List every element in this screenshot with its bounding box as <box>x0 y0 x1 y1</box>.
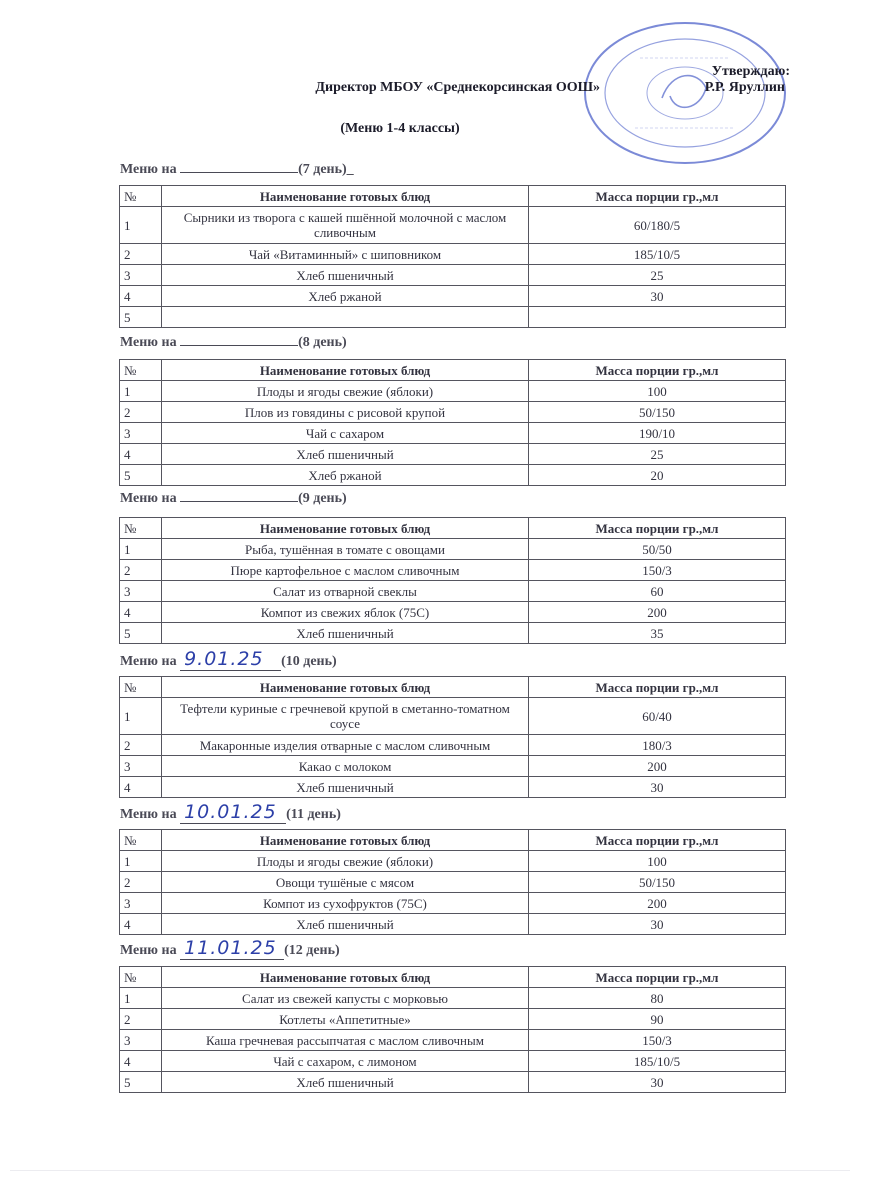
cell-mass: 190/10 <box>529 423 786 444</box>
cell-mass: 50/150 <box>529 872 786 893</box>
table-row <box>120 851 786 872</box>
cell-dish: Чай «Витаминный» с шиповником <box>162 244 529 265</box>
cell-dish: Компот из сухофруктов (75С) <box>162 893 529 914</box>
cell-num: 2 <box>120 244 162 265</box>
cell-dish: Хлеб пшеничный <box>162 777 529 798</box>
cell-mass: 100 <box>529 851 786 872</box>
cell-dish: Салат из отварной свеклы <box>162 581 529 602</box>
table-row <box>120 872 786 893</box>
column-header-dish: Наименование готовых блюд <box>162 186 529 207</box>
cell-num: 3 <box>120 1030 162 1051</box>
menu-date-label <box>120 937 340 960</box>
cell-dish: Плоды и ягоды свежие (яблоки) <box>162 851 529 872</box>
menu-prefix: Меню на <box>120 335 181 350</box>
column-header-dish: Наименование готовых блюд <box>162 518 529 539</box>
column-header-dish: Наименование готовых блюд <box>162 967 529 988</box>
table-row <box>120 698 786 735</box>
cell-num: 1 <box>120 539 162 560</box>
menu-date-label <box>120 801 341 824</box>
menu-day-number: (9 день) <box>298 491 347 506</box>
column-header-mass: Масса порции гр.,мл <box>529 830 786 851</box>
table-row <box>120 756 786 777</box>
cell-mass: 50/150 <box>529 402 786 423</box>
menu-date-label <box>120 158 354 178</box>
table-row <box>120 581 786 602</box>
approve-label: Утверждаю: <box>711 64 790 79</box>
cell-mass: 30 <box>529 1072 786 1093</box>
scan-edge <box>10 1170 850 1171</box>
table-row <box>120 735 786 756</box>
table-row <box>120 244 786 265</box>
cell-mass: 30 <box>529 777 786 798</box>
column-header-dish: Наименование готовых блюд <box>162 677 529 698</box>
cell-mass: 20 <box>529 465 786 486</box>
cell-dish: Пюре картофельное с маслом сливочным <box>162 560 529 581</box>
table-row <box>120 1051 786 1072</box>
menu-prefix: Меню на <box>120 162 181 177</box>
approval-block <box>690 62 790 81</box>
column-header-num: № <box>120 186 162 207</box>
menu-date-label <box>120 331 347 351</box>
table-header-row <box>120 186 786 207</box>
cell-dish: Хлеб пшеничный <box>162 914 529 935</box>
column-header-num: № <box>120 360 162 381</box>
menu-table <box>119 676 786 798</box>
column-header-num: № <box>120 830 162 851</box>
menu-date-field: 11.01.25 <box>180 937 284 960</box>
table-row <box>120 602 786 623</box>
director-line: Директор МБОУ «Среднекорсинская ООШ» <box>315 80 600 95</box>
cell-num: 1 <box>120 988 162 1009</box>
menu-date-field <box>180 487 298 502</box>
cell-mass: 50/50 <box>529 539 786 560</box>
menu-day-number: (8 день) <box>298 335 347 350</box>
menu-date-field <box>180 158 298 173</box>
cell-num: 3 <box>120 893 162 914</box>
cell-dish: Котлеты «Аппетитные» <box>162 1009 529 1030</box>
table-row <box>120 381 786 402</box>
cell-num: 2 <box>120 1009 162 1030</box>
cell-mass: 60/180/5 <box>529 207 786 244</box>
cell-mass: 150/3 <box>529 560 786 581</box>
cell-mass: 185/10/5 <box>529 244 786 265</box>
cell-num: 5 <box>120 465 162 486</box>
table-row <box>120 777 786 798</box>
table-row <box>120 1072 786 1093</box>
menu-prefix: Меню на <box>120 491 181 506</box>
cell-mass: 150/3 <box>529 1030 786 1051</box>
cell-dish: Чай с сахаром, с лимоном <box>162 1051 529 1072</box>
cell-dish: Хлеб пшеничный <box>162 623 529 644</box>
cell-dish: Каша гречневая рассыпчатая с маслом сливочным <box>162 1030 529 1051</box>
table-row <box>120 423 786 444</box>
cell-mass: 35 <box>529 623 786 644</box>
cell-dish: Плоды и ягоды свежие (яблоки) <box>162 381 529 402</box>
cell-num: 5 <box>120 1072 162 1093</box>
column-header-mass: Масса порции гр.,мл <box>529 518 786 539</box>
menu-date-field <box>180 331 298 346</box>
menu-date-label <box>120 648 337 671</box>
cell-num: 4 <box>120 602 162 623</box>
cell-num: 2 <box>120 735 162 756</box>
menu-table <box>119 829 786 935</box>
cell-dish: Хлеб пшеничный <box>162 444 529 465</box>
menu-table <box>119 966 786 1093</box>
cell-mass: 30 <box>529 914 786 935</box>
cell-num: 2 <box>120 872 162 893</box>
cell-dish: Хлеб ржаной <box>162 465 529 486</box>
column-header-mass: Масса порции гр.,мл <box>529 186 786 207</box>
cell-dish: Салат из свежей капусты с морковью <box>162 988 529 1009</box>
cell-num: 3 <box>120 423 162 444</box>
menu-suffix: _ <box>346 162 354 177</box>
table-header-row <box>120 830 786 851</box>
cell-mass: 60/40 <box>529 698 786 735</box>
cell-num: 4 <box>120 286 162 307</box>
cell-num: 1 <box>120 381 162 402</box>
cell-num: 4 <box>120 1051 162 1072</box>
cell-num: 1 <box>120 207 162 244</box>
menu-prefix: Меню на <box>120 807 181 822</box>
table-header-row <box>120 360 786 381</box>
cell-num: 4 <box>120 777 162 798</box>
cell-mass: 200 <box>529 756 786 777</box>
cell-mass: 30 <box>529 286 786 307</box>
cell-num: 5 <box>120 623 162 644</box>
director-name: Р.Р. Яруллин <box>704 80 785 95</box>
cell-dish: Хлеб ржаной <box>162 286 529 307</box>
cell-mass: 25 <box>529 265 786 286</box>
table-row <box>120 207 786 244</box>
table-row <box>120 988 786 1009</box>
cell-num: 2 <box>120 402 162 423</box>
menu-table <box>119 359 786 486</box>
table-row <box>120 402 786 423</box>
cell-dish: Тефтели куриные с гречневой крупой в сметанно-томатном соусе <box>162 698 529 735</box>
cell-dish: Чай с сахаром <box>162 423 529 444</box>
cell-mass: 180/3 <box>529 735 786 756</box>
cell-mass: 100 <box>529 381 786 402</box>
cell-dish: Плов из говядины с рисовой крупой <box>162 402 529 423</box>
menu-table <box>119 185 786 328</box>
cell-mass: 90 <box>529 1009 786 1030</box>
table-row <box>120 307 786 328</box>
cell-num: 4 <box>120 444 162 465</box>
table-row <box>120 444 786 465</box>
cell-num: 3 <box>120 756 162 777</box>
table-row <box>120 286 786 307</box>
table-row <box>120 623 786 644</box>
cell-dish: Макаронные изделия отварные с маслом сливочным <box>162 735 529 756</box>
table-row <box>120 265 786 286</box>
menu-date-label <box>120 487 347 507</box>
cell-num: 3 <box>120 265 162 286</box>
cell-mass: 80 <box>529 988 786 1009</box>
menu-day-number: (12 день) <box>284 943 340 958</box>
table-row <box>120 893 786 914</box>
page-subtitle: (Меню 1-4 классы) <box>340 121 460 136</box>
menu-day-number: (11 день) <box>286 807 341 822</box>
menu-prefix: Меню на <box>120 654 181 669</box>
cell-dish: Рыба, тушённая в томате с овощами <box>162 539 529 560</box>
cell-num: 5 <box>120 307 162 328</box>
column-header-num: № <box>120 677 162 698</box>
cell-dish: Какао с молоком <box>162 756 529 777</box>
cell-num: 3 <box>120 581 162 602</box>
cell-num: 1 <box>120 851 162 872</box>
cell-mass <box>529 307 786 328</box>
cell-dish: Сырники из творога с кашей пшённой молочной с маслом сливочным <box>162 207 529 244</box>
table-header-row <box>120 518 786 539</box>
cell-dish: Хлеб пшеничный <box>162 265 529 286</box>
cell-mass: 185/10/5 <box>529 1051 786 1072</box>
menu-date-field: 10.01.25 <box>180 801 286 824</box>
table-row <box>120 539 786 560</box>
cell-mass: 60 <box>529 581 786 602</box>
column-header-mass: Масса порции гр.,мл <box>529 967 786 988</box>
cell-dish <box>162 307 529 328</box>
table-header-row <box>120 967 786 988</box>
cell-dish: Хлеб пшеничный <box>162 1072 529 1093</box>
table-row <box>120 1009 786 1030</box>
menu-table <box>119 517 786 644</box>
cell-num: 4 <box>120 914 162 935</box>
table-row <box>120 560 786 581</box>
table-header-row <box>120 677 786 698</box>
column-header-dish: Наименование готовых блюд <box>162 830 529 851</box>
table-row <box>120 914 786 935</box>
menu-day-number: (10 день) <box>281 654 337 669</box>
cell-dish: Компот из свежих яблок (75С) <box>162 602 529 623</box>
column-header-num: № <box>120 967 162 988</box>
cell-mass: 25 <box>529 444 786 465</box>
table-row <box>120 465 786 486</box>
column-header-num: № <box>120 518 162 539</box>
menu-prefix: Меню на <box>120 943 181 958</box>
cell-mass: 200 <box>529 602 786 623</box>
table-row <box>120 1030 786 1051</box>
menu-date-field: 9.01.25 <box>180 648 281 671</box>
column-header-mass: Масса порции гр.,мл <box>529 360 786 381</box>
column-header-dish: Наименование готовых блюд <box>162 360 529 381</box>
cell-num: 1 <box>120 698 162 735</box>
cell-num: 2 <box>120 560 162 581</box>
column-header-mass: Масса порции гр.,мл <box>529 677 786 698</box>
menu-day-number: (7 день) <box>298 162 347 177</box>
cell-mass: 200 <box>529 893 786 914</box>
cell-dish: Овощи тушёные с мясом <box>162 872 529 893</box>
